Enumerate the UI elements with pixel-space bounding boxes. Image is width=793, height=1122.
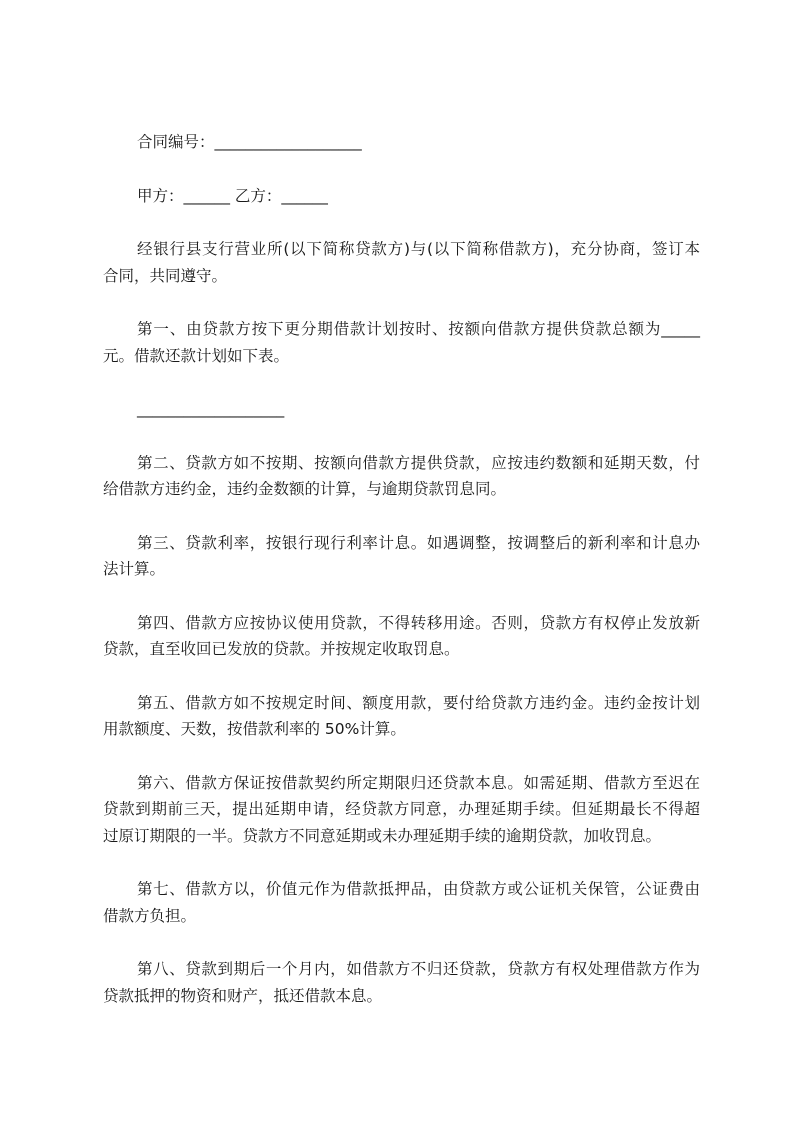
contract-number-line xyxy=(103,129,700,156)
paragraph-line: 借款方负担。 xyxy=(103,906,197,925)
paragraph-line: 贷款，直至收回已发放的贷款。并按规定收取罚息。 xyxy=(103,640,460,658)
paragraph-line: 第二、贷款方如不按期、按额向借款方提供贷款，应按违约数额和延期天数，付 xyxy=(137,453,700,472)
paragraph-line: 过原订期限的一半。贷款方不同意延期或未办理延期手续的逾期贷款，加收罚息。 xyxy=(103,826,662,845)
preamble-paragraph xyxy=(103,236,700,289)
clause-1-paragraph xyxy=(103,316,700,369)
paragraph-line: 用款额度、天数，按借款利率的 50%计算。 xyxy=(103,720,406,738)
paragraph-line: 第八、贷款到期后一个月内，如借款方不归还贷款，贷款方有权处理借款方作为 xyxy=(137,960,700,978)
paragraph-line: 经银行县支行营业所(以下简称贷款方)与(以下简称借款方)，充分协商，签订本 xyxy=(137,240,700,258)
paragraph-line: 第七、借款方以，价值元作为借款抵押品，由贷款方或公证机关保管，公证费由 xyxy=(137,880,700,898)
clause-8-paragraph xyxy=(103,956,700,1009)
clause-3-paragraph xyxy=(103,530,700,583)
paragraph-line: 第一、由贷款方按下更分期借款计划按时、按额向借款方提供贷款总额为_____ xyxy=(137,320,700,338)
paragraph-line: 合同，共同遵守。 xyxy=(103,266,228,285)
paragraph-line: 第四、借款方应按协议使用贷款，不得转移用途。否则，贷款方有权停止发放新 xyxy=(137,613,700,632)
clause-5-paragraph xyxy=(103,690,700,743)
repayment-table-placeholder xyxy=(103,396,700,423)
parties-line xyxy=(103,183,700,210)
paragraph-line: 第五、借款方如不按规定时间、额度用款，要付给贷款方违约金。违约金按计划 xyxy=(137,693,700,712)
paragraph-line: 元。借款还款计划如下表。 xyxy=(103,346,290,365)
paragraph-line: 给借款方违约金，违约金数额的计算，与逾期贷款罚息同。 xyxy=(103,480,507,498)
clause-6-paragraph xyxy=(103,770,700,850)
paragraph-line: 第三、贷款利率，按银行现行利率计息。如遇调整，按调整后的新利率和计息办 xyxy=(137,533,700,552)
parties-text: 甲方：______ 乙方：______ xyxy=(137,186,328,205)
paragraph-line: 贷款到期前三天，提出延期申请，经贷款方同意，办理延期手续。但延期最长不得超 xyxy=(103,800,700,818)
clause-4-paragraph xyxy=(103,610,700,663)
paragraph-line: 第六、借款方保证按借款契约所定期限归还贷款本息。如需延期、借款方至迟在 xyxy=(137,773,700,792)
clause-2-paragraph xyxy=(103,450,700,503)
paragraph-line: 法计算。 xyxy=(103,560,166,578)
paragraph-line: 贷款抵押的物资和财产，抵还借款本息。 xyxy=(103,986,383,1005)
contract-number: 合同编号：___________________ xyxy=(137,133,362,151)
clause-7-paragraph xyxy=(103,876,700,929)
table-blank-line: ___________________ xyxy=(137,400,285,418)
